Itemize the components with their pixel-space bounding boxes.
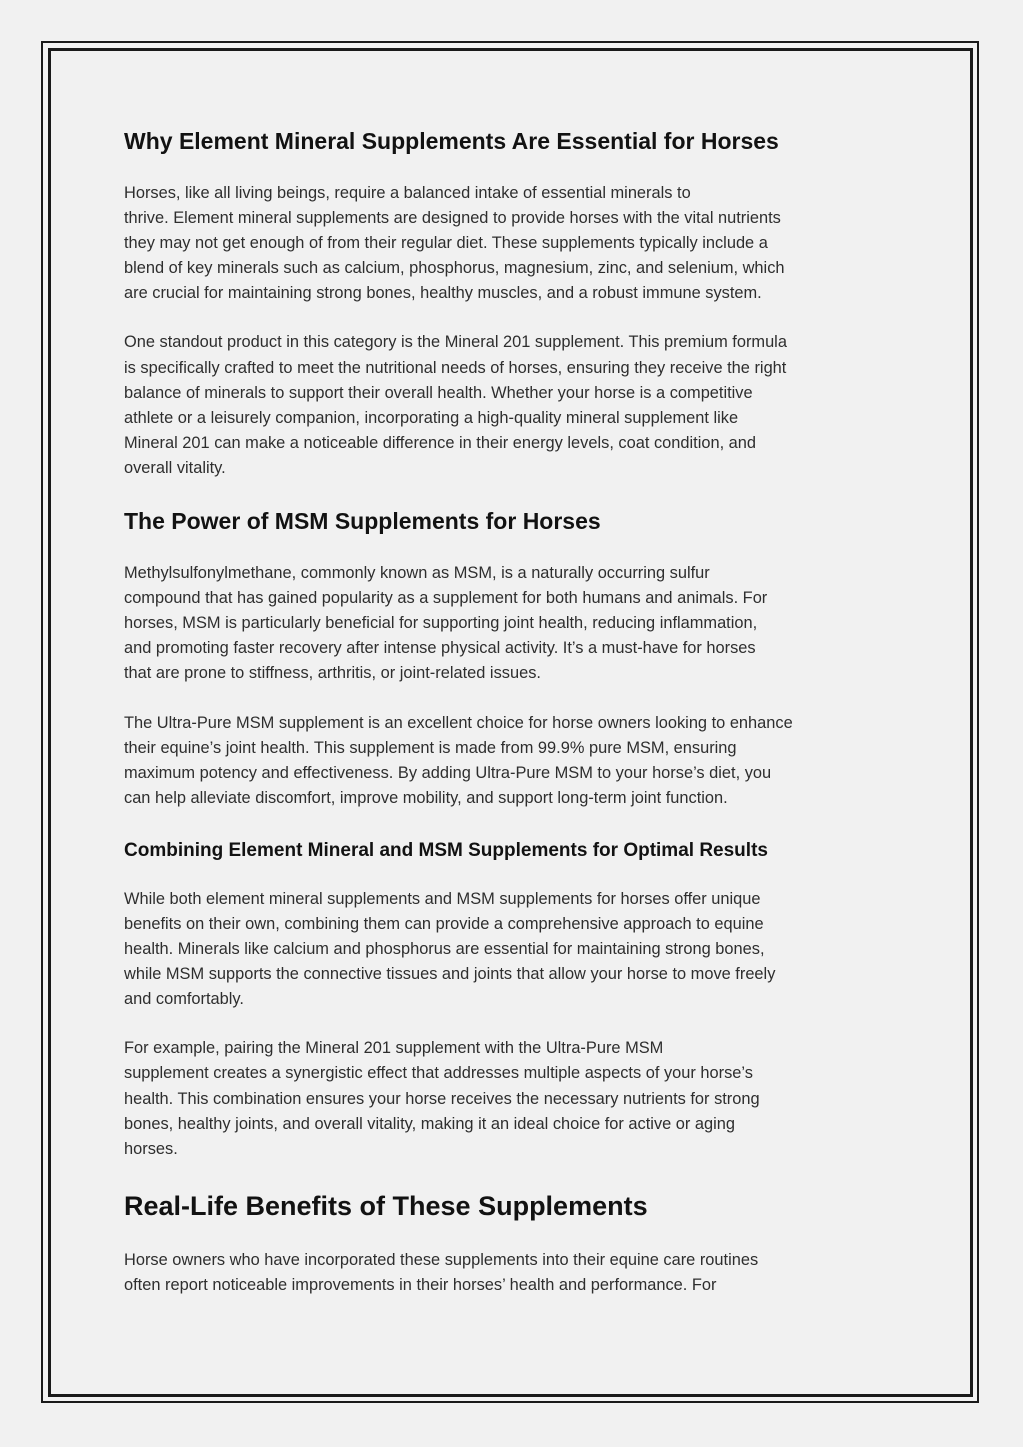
paragraph-mineral-intro: Horses, like all living beings, require a balanced intake of essential minerals to thrive. Element mineral supplements are designed to provide horses with the vital nutrients they may not get enough of from their regular diet. These supplements typically include a blend of key minerals such as calcium, phosphorus, magnesium, zinc, and selenium, which are crucial for maintaining strong bones, healthy muscles, and a robust immune system. <box>124 184 785 303</box>
paragraph-mineral-201: One standout product in this category is the Mineral 201 supplement. This premium formula is specifically crafted to meet the nutritional needs of horses, ensuring they receive the right balance of minerals to support their overall health. Whether your horse is a competitive athlete or a leisurely companion, incorporating a high-quality mineral supplement like Mineral 201 can make a noticeable difference in their energy levels, coat condition, and overall vitality. <box>124 333 787 477</box>
paragraph-benefits-intro: Horse owners who have incorporated these supplements into their equine care routines often report noticeable improvements in their horses’ health and performance. For <box>124 1250 759 1294</box>
paragraph-combining-example: For example, pairing the Mineral 201 supplement with the Ultra-Pure MSM supplement creates a synergistic effect that addresses multiple aspects of your horse’s health. This combination ensures your horse receives the necessary nutrients for strong bones, healthy joints, and overall vitality, making it an ideal choice for active or aging horses. <box>124 1039 760 1158</box>
paragraph-msm-intro: Methylsulfonylmethane, commonly known as MSM, is a naturally occurring sulfur compound that has gained popularity as a supplement for both humans and animals. For horses, MSM is particularly beneficial for supporting joint health, reducing inflammation, and promoting faster recovery after intense physical activity. It’s a must-have for horses that are prone to stiffness, arthritis, or joint-related issues. <box>124 564 768 683</box>
section-heading-combining: Combining Element Mineral and MSM Supplements for Optimal Results <box>124 839 768 861</box>
paragraph-combining-intro: While both element mineral supplements and MSM supplements for horses offer unique benefits on their own, combining them can provide a comprehensive approach to equine health. Minerals like calcium and phosphorus are essential for maintaining strong bones, while MSM supports the connective tissues and joints that allow your horse to move freely and comfortably. <box>124 889 776 1009</box>
document-body <box>124 118 906 1298</box>
section-heading-benefits: Real-Life Benefits of These Supplements <box>124 1190 648 1221</box>
section-heading-msm: The Power of MSM Supplements for Horses <box>124 508 601 535</box>
paragraph-ultra-pure-msm: The Ultra-Pure MSM supplement is an excellent choice for horse owners looking to enhance their equine’s joint health. This supplement is made from 99.9% pure MSM, ensuring maximum potency and effectiveness. By adding Ultra-Pure MSM to your horse’s diet, you can help alleviate discomfort, improve mobility, and support long-term joint function. <box>124 713 793 807</box>
section-heading-mineral: Why Element Mineral Supplements Are Essential for Horses <box>124 128 779 154</box>
